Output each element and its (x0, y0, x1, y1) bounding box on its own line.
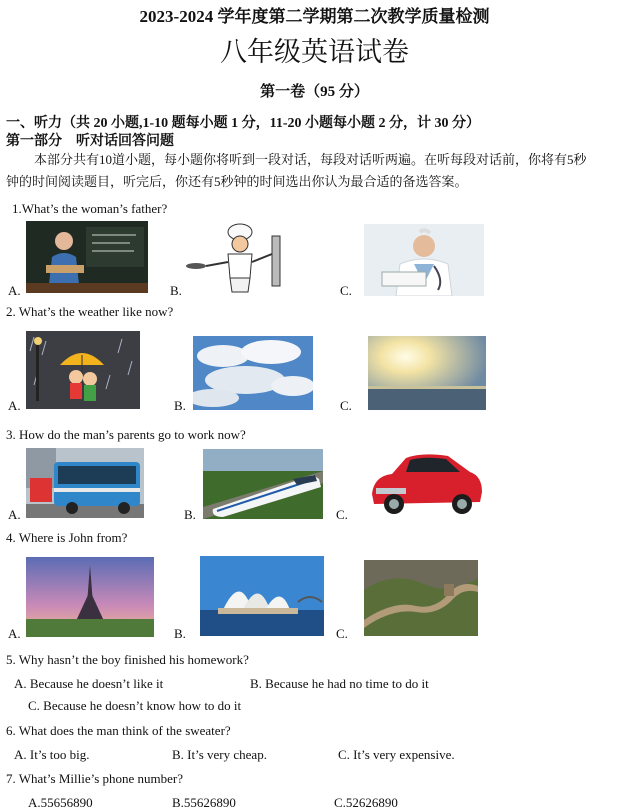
instruction-line-1: 本部分共有10道小题，每小题你将听到一段对话，每段对话听两遍。在听每段对话前，你将有5秒 (34, 152, 587, 167)
question-4: 4. Where is John from? (6, 530, 128, 545)
option-5b: B. Because he had no time to do it (250, 676, 429, 691)
question-2: 2. What’s the weather like now? (6, 304, 174, 319)
option-7c: C.52626890 (334, 795, 398, 810)
sunny-sea-image (368, 336, 486, 410)
section-heading: 一、听力（共 20 小题,1-10 题每小题 1 分，11-20 小题每小题 2 分，计 30 分） (6, 116, 481, 131)
option-7b: B.55626890 (172, 795, 236, 810)
exam-header: 2023-2024 学年度第二学期第二次教学质量检测 (139, 7, 490, 26)
cloudy-sky-image (193, 336, 313, 410)
question-7: 7. What’s Millie’s phone number? (6, 771, 184, 786)
question-1: 1.What’s the woman’s father? (12, 201, 168, 216)
option-6c: C. It’s very expensive. (338, 747, 455, 762)
sydney-opera-house-image (200, 556, 324, 636)
option-6b: B. It’s very cheap. (172, 747, 267, 762)
great-wall-image (364, 560, 478, 636)
option-7a: A.55656890 (28, 795, 93, 810)
option-label-2c: C. (340, 398, 352, 413)
option-label-4b: B. (174, 626, 186, 641)
paper-title: 八年级英语试卷 (220, 37, 409, 67)
option-5c: C. Because he doesn’t know how to do it (28, 698, 242, 713)
doctor-image (364, 224, 484, 296)
option-label-3a: A. (8, 507, 21, 522)
option-5a: A. Because he doesn’t like it (14, 676, 164, 691)
part-heading: 第一部分 听对话回答问题 (6, 134, 174, 149)
option-label-3b: B. (184, 507, 196, 522)
question-3: 3. How do the man’s parents go to work now? (6, 427, 246, 442)
rainy-image (26, 331, 140, 409)
option-label-3c: C. (336, 507, 348, 522)
instruction-line-2: 钟的时间阅读题目，听完后，你还有5秒钟的时间选出你认为最合适的备选答案。 (6, 174, 468, 189)
option-6a: A. It’s too big. (14, 747, 90, 762)
train-image (203, 449, 323, 519)
teacher-image (26, 221, 148, 293)
volume-label: 第一卷（95 分） (260, 84, 369, 100)
car-image (362, 446, 488, 520)
option-label-4c: C. (336, 626, 348, 641)
bus-image (26, 448, 144, 518)
option-label-1c: C. (340, 283, 352, 298)
question-5: 5. Why hasn’t the boy finished his homework? (6, 652, 249, 667)
chef-image (186, 222, 290, 296)
question-6: 6. What does the man think of the sweater? (6, 723, 231, 738)
option-label-2b: B. (174, 398, 186, 413)
option-label-1a: A. (8, 283, 21, 298)
option-label-4a: A. (8, 626, 21, 641)
option-label-1b: B. (170, 283, 182, 298)
option-label-2a: A. (8, 398, 21, 413)
eiffel-tower-image (26, 557, 154, 637)
